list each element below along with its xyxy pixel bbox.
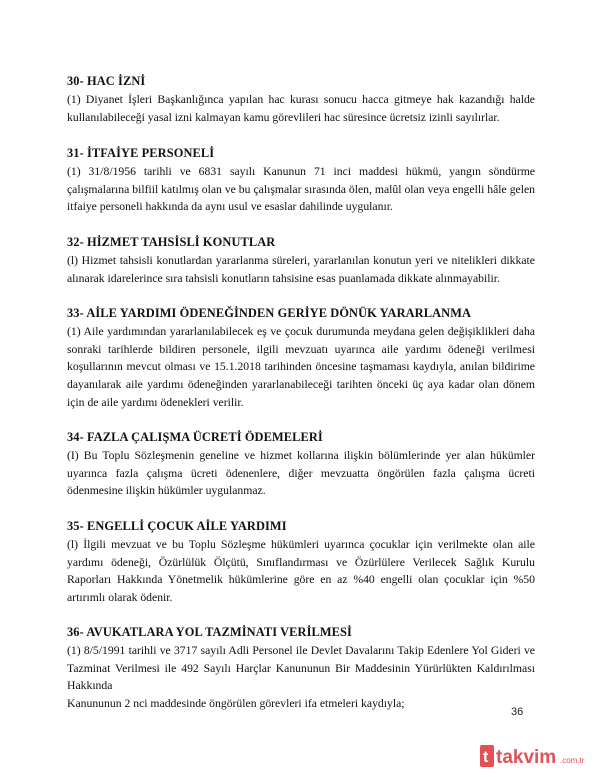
section-heading: 31- İTFAİYE PERSONELİ (67, 146, 215, 161)
section-heading: 34- FAZLA ÇALIŞMA ÜCRETİ ÖDEMELERİ (67, 430, 323, 445)
section-33 (67, 305, 535, 411)
section-heading: 35- ENGELLİ ÇOCUK AİLE YARDIMI (67, 518, 287, 533)
section-36 (67, 624, 535, 712)
section-34 (67, 429, 535, 500)
section-heading: 36- AVUKATLARA YOL TAZMİNATI VERİLMESİ (67, 625, 352, 640)
takvim-logo-icon (480, 741, 592, 771)
section-heading: 32- HİZMET TAHSİSLİ KONUTLAR (67, 234, 276, 249)
watermark-text: takvim (496, 747, 557, 768)
section-paragraph: Kanununun 2 nci maddesinde öngörülen görevleri ifa etmeleri kaydıyla; (67, 697, 405, 711)
section-paragraph: (1) 8/5/1991 tarihli ve 3717 sayılı Adli Personel ile Devlet Davalarını Takip Edenlere Yol Gideri ve Tazminat Verilmesi ile 492 Sayılı Harçlar Kanununun Bir Maddesinin Yürürlükten Kaldırılması Hakkında (67, 644, 535, 693)
section-paragraph: (1) Diyanet İşleri Başkanlığınca yapılan hac kurası sonucu hacca gitmeye hak kazandığı halde kullanılabileceği yasal izni kalmayan kamu görevlileri hac süresince ücretsiz izinli sayılırlar. (67, 93, 535, 124)
takvim-watermark (480, 741, 592, 771)
svg-text:t: t (483, 749, 489, 766)
section-30 (67, 73, 535, 126)
section-32 (67, 234, 535, 287)
section-paragraph: (1) 31/8/1956 tarihli ve 6831 sayılı Kanunun 71 inci maddesi hükmü, yangın söndürme çalışmalarına bilfiil katılmış olan ve bu çalışmalar sırasında ölen, malûl olan veya engelli hâle gelen itfaiye personeli hakkında da aynı usul ve esaslar dahilinde uygulanır. (67, 165, 535, 214)
section-heading: 30- HAC İZNİ (67, 74, 146, 88)
document-body (67, 73, 535, 731)
section-31 (67, 145, 535, 216)
page-number: 36 (511, 706, 524, 718)
watermark-suffix: .com.tr (560, 756, 585, 765)
section-paragraph: (l) Hizmet tahsisli konutlardan yararlanma süreleri, yararlanılan konutun yeri ve nitelikleri dikkate alınarak idarelerince sıra tahsisli konutların tahsisine esas puanlamada dikkate alınmayabilir. (67, 253, 535, 285)
section-paragraph: (1) Aile yardımından yararlanılabilecek eş ve çocuk durumunda meydana gelen değişiklikleri daha sonraki tarihlerde bildiren personele, ilgili mevzuatı uyarınca aile yardımı ödeneği verilmesi koşullarının mevcut olması ve 15.1.2018 tarihinden öncesine taşmaması kaydıyla, anılan bildirime dayanılarak aile yardımı ödeneğinden yararlanabileceği tarihten önceki üç aya kadar olan dönem için de aile yardımı ödenekleri verilir. (67, 325, 535, 409)
section-paragraph: (l) İlgili mevzuat ve bu Toplu Sözleşme hükümleri uyarınca çocuklar için verilmekte olan aile yardımı ödeneği, Özürlülük Ölçütü, Sınıflandırması ve Özürlülere Verilecek Sağlık Kurulu Raporları Hakkında Yönetmelik hükümlerine göre en az %40 engelli olan çocuklar için %50 artırımlı olarak ödenir. (67, 537, 535, 604)
section-paragraph: (I) Bu Toplu Sözleşmenin geneline ve hizmet kollarına ilişkin bölümlerinde yer alan hükümler uyarınca fazla çalışma ücreti ödenenlere, diğer mevzuatta öngörülen fazla çalışma ücreti ödenmesine ilişkin hükümler uygulanmaz. (67, 449, 535, 498)
section-35 (67, 518, 535, 606)
section-heading: 33- AİLE YARDIMI ÖDENEĞİNDEN GERİYE DÖNÜK YARARLANMA (67, 306, 472, 321)
